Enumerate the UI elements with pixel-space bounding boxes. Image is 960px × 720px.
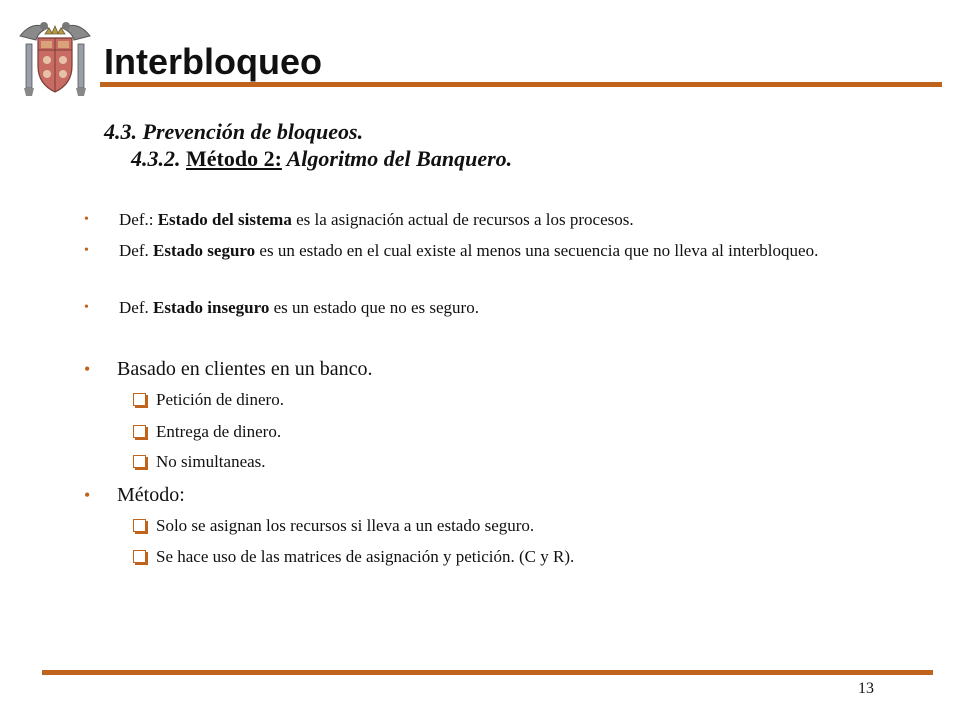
sub-item <box>133 451 266 473</box>
page-title: Interbloqueo <box>104 41 322 82</box>
sub-item-text: Solo se asignan los recursos si lleva a un estado seguro. <box>156 516 535 535</box>
bullet-icon: • <box>84 485 91 505</box>
bullet-item <box>84 482 884 508</box>
sub-item-text: No simultaneas. <box>156 452 266 471</box>
sub-item <box>133 421 281 443</box>
definition-text: es un estado que no es seguro. <box>273 298 479 317</box>
definition-term: Estado del sistema <box>157 210 292 229</box>
checkbox-bullet-icon <box>133 550 146 563</box>
definition-text: es la asignación actual de recursos a los procesos. <box>296 210 634 229</box>
sub-item-text: Petición de dinero. <box>156 390 284 409</box>
bullet-icon: • <box>84 359 91 379</box>
definition-prefix: Def. <box>119 298 149 317</box>
sub-item <box>133 389 284 411</box>
bullet-icon: • <box>84 212 89 227</box>
sub-item-text: Se hace uso de las matrices de asignación y petición. (C y R). <box>156 547 575 566</box>
definition-prefix: Def. <box>119 241 149 260</box>
subsection-text: Algoritmo del Banquero. <box>286 146 513 171</box>
checkbox-bullet-icon <box>133 519 146 532</box>
sub-item <box>133 546 574 568</box>
definition-prefix: Def.: <box>119 210 154 229</box>
definition-term: Estado seguro <box>152 241 256 260</box>
bullet-icon: • <box>84 300 89 315</box>
definition-item <box>84 208 854 232</box>
checkbox-bullet-icon <box>133 455 146 468</box>
definition-item <box>84 296 854 320</box>
title-divider <box>100 82 942 87</box>
subsection-number: 4.3.2. <box>131 146 181 171</box>
definition-text: es un estado en el cual existe al menos una secuencia que no lleva al interbloqueo. <box>259 241 819 260</box>
footer-divider <box>42 670 933 675</box>
university-crest-logo <box>14 14 96 98</box>
checkbox-bullet-icon <box>133 425 146 438</box>
page-number: 13 <box>858 680 874 697</box>
bullet-icon: • <box>84 243 89 258</box>
bullet-label: Método: <box>117 484 185 506</box>
section-heading: 4.3. Prevención de bloqueos. <box>104 119 364 144</box>
definition-term: Estado inseguro <box>152 298 270 317</box>
subsection-method: Método 2: <box>186 146 282 171</box>
definition-item <box>84 239 854 263</box>
sub-item <box>133 515 534 537</box>
subsection-heading <box>131 145 512 173</box>
bullet-item <box>84 356 884 382</box>
checkbox-bullet-icon <box>133 393 146 406</box>
sub-item-text: Entrega de dinero. <box>156 422 282 441</box>
bullet-label: Basado en clientes en un banco. <box>117 358 373 380</box>
